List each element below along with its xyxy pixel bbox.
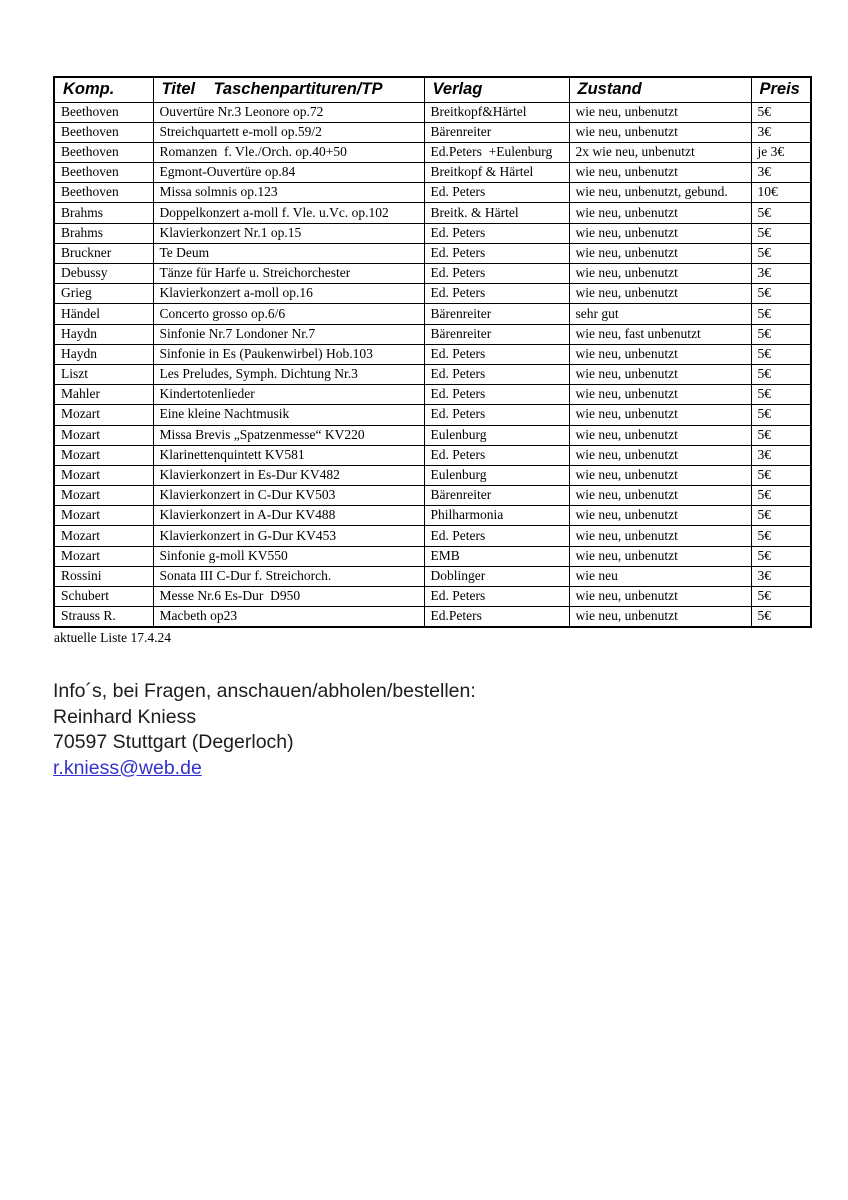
cell-titel: Sinfonie Nr.7 Londoner Nr.7 bbox=[153, 324, 424, 344]
table-row bbox=[54, 526, 811, 546]
cell-titel: Egmont-Ouvertüre op.84 bbox=[153, 163, 424, 183]
cell-komponist: Beethoven bbox=[54, 183, 153, 203]
cell-komponist: Mozart bbox=[54, 526, 153, 546]
cell-zustand: wie neu, unbenutzt bbox=[569, 344, 751, 364]
cell-verlag: Ed. Peters bbox=[424, 284, 569, 304]
cell-preis: je 3€ bbox=[751, 142, 811, 162]
cell-zustand: wie neu, unbenutzt bbox=[569, 243, 751, 263]
cell-komponist: Mozart bbox=[54, 465, 153, 485]
cell-preis: 3€ bbox=[751, 163, 811, 183]
cell-titel: Klavierkonzert in C-Dur KV503 bbox=[153, 486, 424, 506]
cell-verlag: Bärenreiter bbox=[424, 324, 569, 344]
cell-preis: 3€ bbox=[751, 122, 811, 142]
cell-verlag: Ed. Peters bbox=[424, 183, 569, 203]
cell-komponist: Mozart bbox=[54, 546, 153, 566]
email-link[interactable]: r.kniess@web.de bbox=[53, 756, 202, 779]
cell-komponist: Beethoven bbox=[54, 163, 153, 183]
cell-zustand: wie neu, fast unbenutzt bbox=[569, 324, 751, 344]
cell-verlag: Ed.Peters +Eulenburg bbox=[424, 142, 569, 162]
cell-zustand: wie neu, unbenutzt bbox=[569, 546, 751, 566]
cell-komponist: Schubert bbox=[54, 587, 153, 607]
table-row bbox=[54, 324, 811, 344]
cell-zustand: wie neu, unbenutzt bbox=[569, 526, 751, 546]
cell-verlag: Bärenreiter bbox=[424, 304, 569, 324]
cell-titel: Messe Nr.6 Es-Dur D950 bbox=[153, 587, 424, 607]
cell-preis: 5€ bbox=[751, 526, 811, 546]
cell-komponist: Liszt bbox=[54, 364, 153, 384]
table-row bbox=[54, 546, 811, 566]
table-row bbox=[54, 385, 811, 405]
cell-verlag: Ed. Peters bbox=[424, 385, 569, 405]
column-header-titel: Titel Taschenpartituren/TP bbox=[153, 77, 424, 102]
table-row bbox=[54, 102, 811, 122]
table-row bbox=[54, 243, 811, 263]
cell-zustand: wie neu, unbenutzt bbox=[569, 465, 751, 485]
cell-komponist: Debussy bbox=[54, 264, 153, 284]
cell-preis: 5€ bbox=[751, 243, 811, 263]
cell-titel: Klavierkonzert in A-Dur KV488 bbox=[153, 506, 424, 526]
table-row bbox=[54, 506, 811, 526]
table-row bbox=[54, 425, 811, 445]
cell-preis: 5€ bbox=[751, 385, 811, 405]
cell-preis: 5€ bbox=[751, 587, 811, 607]
table-row bbox=[54, 405, 811, 425]
cell-preis: 5€ bbox=[751, 607, 811, 627]
cell-komponist: Haydn bbox=[54, 344, 153, 364]
cell-komponist: Mozart bbox=[54, 486, 153, 506]
cell-verlag: Ed. Peters bbox=[424, 445, 569, 465]
cell-preis: 3€ bbox=[751, 264, 811, 284]
cell-komponist: Haydn bbox=[54, 324, 153, 344]
contact-city: 70597 Stuttgart (Degerloch) bbox=[53, 731, 294, 753]
cell-preis: 5€ bbox=[751, 405, 811, 425]
cell-titel: Sinfonie g-moll KV550 bbox=[153, 546, 424, 566]
table-row bbox=[54, 223, 811, 243]
cell-verlag: Breitkopf & Härtel bbox=[424, 163, 569, 183]
cell-verlag: Breitkopf&Härtel bbox=[424, 102, 569, 122]
cell-zustand: wie neu, unbenutzt bbox=[569, 203, 751, 223]
cell-zustand: wie neu, unbenutzt bbox=[569, 587, 751, 607]
cell-komponist: Rossini bbox=[54, 566, 153, 586]
column-header-verlag: Verlag bbox=[424, 77, 569, 102]
list-date-footnote: aktuelle Liste 17.4.24 bbox=[54, 630, 171, 645]
column-header-komponist: Komp. bbox=[54, 77, 153, 102]
contact-email-line bbox=[53, 756, 476, 782]
cell-preis: 5€ bbox=[751, 506, 811, 526]
cell-titel: Ouvertüre Nr.3 Leonore op.72 bbox=[153, 102, 424, 122]
cell-titel: Streichquartett e-moll op.59/2 bbox=[153, 122, 424, 142]
cell-titel: Kindertotenlieder bbox=[153, 385, 424, 405]
cell-preis: 5€ bbox=[751, 284, 811, 304]
table-row bbox=[54, 122, 811, 142]
cell-titel: Sinfonie in Es (Paukenwirbel) Hob.103 bbox=[153, 344, 424, 364]
cell-verlag: Breitk. & Härtel bbox=[424, 203, 569, 223]
cell-zustand: wie neu, unbenutzt bbox=[569, 405, 751, 425]
cell-titel: Missa solmnis op.123 bbox=[153, 183, 424, 203]
cell-preis: 5€ bbox=[751, 102, 811, 122]
cell-komponist: Beethoven bbox=[54, 142, 153, 162]
cell-komponist: Beethoven bbox=[54, 122, 153, 142]
cell-titel: Klarinettenquintett KV581 bbox=[153, 445, 424, 465]
cell-verlag: Eulenburg bbox=[424, 465, 569, 485]
score-table bbox=[53, 76, 812, 628]
table-row bbox=[54, 264, 811, 284]
cell-preis: 5€ bbox=[751, 223, 811, 243]
cell-komponist: Mozart bbox=[54, 425, 153, 445]
cell-titel: Sonata III C-Dur f. Streichorch. bbox=[153, 566, 424, 586]
cell-titel: Klavierkonzert a-moll op.16 bbox=[153, 284, 424, 304]
cell-zustand: wie neu, unbenutzt bbox=[569, 122, 751, 142]
cell-komponist: Mozart bbox=[54, 405, 153, 425]
table-row bbox=[54, 304, 811, 324]
contact-name: Reinhard Kniess bbox=[53, 705, 197, 728]
cell-titel: Doppelkonzert a-moll f. Vle. u.Vc. op.102 bbox=[153, 203, 424, 223]
cell-verlag: Ed. Peters bbox=[424, 243, 569, 263]
cell-titel: Les Preludes, Symph. Dichtung Nr.3 bbox=[153, 364, 424, 384]
cell-komponist: Beethoven bbox=[54, 102, 153, 122]
cell-verlag: Ed. Peters bbox=[424, 587, 569, 607]
cell-zustand: wie neu, unbenutzt bbox=[569, 385, 751, 405]
table-row bbox=[54, 203, 811, 223]
table-row bbox=[54, 364, 811, 384]
cell-preis: 10€ bbox=[751, 183, 811, 203]
cell-preis: 5€ bbox=[751, 425, 811, 445]
cell-komponist: Brahms bbox=[54, 223, 153, 243]
header-row bbox=[54, 77, 811, 102]
cell-komponist: Mozart bbox=[54, 506, 153, 526]
cell-titel: Concerto grosso op.6/6 bbox=[153, 304, 424, 324]
table-row bbox=[54, 344, 811, 364]
cell-titel: Tänze für Harfe u. Streichorchester bbox=[153, 264, 424, 284]
cell-titel: Klavierkonzert in G-Dur KV453 bbox=[153, 526, 424, 546]
cell-verlag: EMB bbox=[424, 546, 569, 566]
cell-zustand: wie neu, unbenutzt bbox=[569, 163, 751, 183]
cell-zustand: wie neu bbox=[569, 566, 751, 586]
cell-zustand: wie neu, unbenutzt bbox=[569, 445, 751, 465]
cell-preis: 5€ bbox=[751, 364, 811, 384]
cell-titel: Klavierkonzert Nr.1 op.15 bbox=[153, 223, 424, 243]
cell-komponist: Brahms bbox=[54, 203, 153, 223]
table-row bbox=[54, 183, 811, 203]
cell-zustand: 2x wie neu, unbenutzt bbox=[569, 142, 751, 162]
cell-komponist: Mahler bbox=[54, 385, 153, 405]
table-row bbox=[54, 607, 811, 627]
cell-verlag: Ed. Peters bbox=[424, 344, 569, 364]
cell-zustand: wie neu, unbenutzt bbox=[569, 364, 751, 384]
cell-zustand: wie neu, unbenutzt, gebund. bbox=[569, 183, 751, 203]
cell-komponist: Grieg bbox=[54, 284, 153, 304]
cell-preis: 3€ bbox=[751, 566, 811, 586]
cell-preis: 5€ bbox=[751, 486, 811, 506]
cell-zustand: sehr gut bbox=[569, 304, 751, 324]
cell-titel: Macbeth op23 bbox=[153, 607, 424, 627]
cell-verlag: Ed. Peters bbox=[424, 526, 569, 546]
cell-preis: 3€ bbox=[751, 445, 811, 465]
cell-komponist: Händel bbox=[54, 304, 153, 324]
cell-verlag: Bärenreiter bbox=[424, 122, 569, 142]
cell-zustand: wie neu, unbenutzt bbox=[569, 223, 751, 243]
score-table-header bbox=[54, 77, 811, 102]
cell-komponist: Mozart bbox=[54, 445, 153, 465]
cell-zustand: wie neu, unbenutzt bbox=[569, 264, 751, 284]
cell-zustand: wie neu, unbenutzt bbox=[569, 607, 751, 627]
cell-preis: 5€ bbox=[751, 304, 811, 324]
cell-preis: 5€ bbox=[751, 324, 811, 344]
cell-preis: 5€ bbox=[751, 203, 811, 223]
cell-zustand: wie neu, unbenutzt bbox=[569, 425, 751, 445]
contact-info-line: Info´s, bei Fragen, anschauen/abholen/bestellen: bbox=[53, 680, 476, 702]
cell-titel: Romanzen f. Vle./Orch. op.40+50 bbox=[153, 142, 424, 162]
table-row bbox=[54, 284, 811, 304]
table-row bbox=[54, 566, 811, 586]
cell-preis: 5€ bbox=[751, 344, 811, 364]
cell-verlag: Bärenreiter bbox=[424, 486, 569, 506]
cell-preis: 5€ bbox=[751, 546, 811, 566]
cell-verlag: Ed. Peters bbox=[424, 405, 569, 425]
table-row bbox=[54, 587, 811, 607]
cell-verlag: Doblinger bbox=[424, 566, 569, 586]
cell-verlag: Ed. Peters bbox=[424, 264, 569, 284]
cell-zustand: wie neu, unbenutzt bbox=[569, 102, 751, 122]
cell-zustand: wie neu, unbenutzt bbox=[569, 284, 751, 304]
cell-zustand: wie neu, unbenutzt bbox=[569, 506, 751, 526]
table-row bbox=[54, 142, 811, 162]
cell-verlag: Ed.Peters bbox=[424, 607, 569, 627]
table-row bbox=[54, 486, 811, 506]
cell-verlag: Ed. Peters bbox=[424, 364, 569, 384]
score-table-body bbox=[54, 102, 811, 627]
cell-verlag: Eulenburg bbox=[424, 425, 569, 445]
table-row bbox=[54, 445, 811, 465]
cell-preis: 5€ bbox=[751, 465, 811, 485]
table-row bbox=[54, 465, 811, 485]
cell-titel: Missa Brevis „Spatzenmesse“ KV220 bbox=[153, 425, 424, 445]
cell-verlag: Ed. Peters bbox=[424, 223, 569, 243]
column-header-preis: Preis bbox=[751, 77, 811, 102]
cell-verlag: Philharmonia bbox=[424, 506, 569, 526]
cell-titel: Klavierkonzert in Es-Dur KV482 bbox=[153, 465, 424, 485]
cell-zustand: wie neu, unbenutzt bbox=[569, 486, 751, 506]
contact-block bbox=[53, 679, 476, 781]
cell-komponist: Strauss R. bbox=[54, 607, 153, 627]
cell-titel: Te Deum bbox=[153, 243, 424, 263]
table-row bbox=[54, 163, 811, 183]
column-header-zustand: Zustand bbox=[569, 77, 751, 102]
cell-titel: Eine kleine Nachtmusik bbox=[153, 405, 424, 425]
cell-komponist: Bruckner bbox=[54, 243, 153, 263]
